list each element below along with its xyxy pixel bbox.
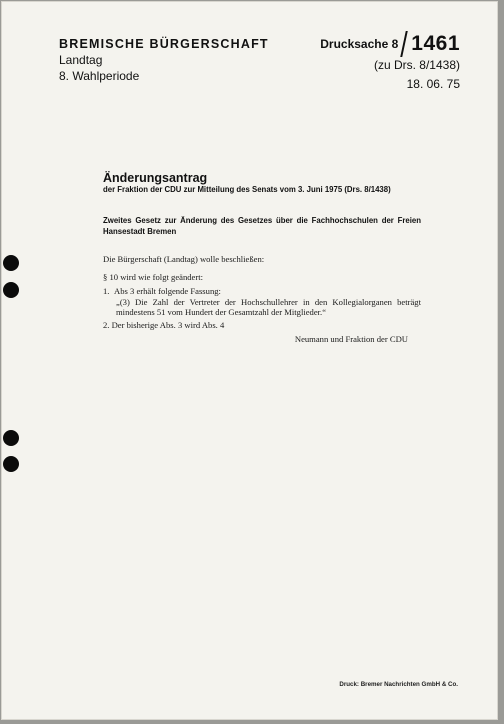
amendment-item-1 (103, 286, 421, 318)
document-subtitle: der Fraktion der CDU zur Mitteilung des Senats vom 3. Juni 1975 (Drs. 8/1438) (103, 185, 391, 194)
legislative-period: 8. Wahlperiode (59, 69, 140, 83)
item-quote: „(3) Die Zahl der Vertreter der Hochschullehrer in den Kollegialorganen beträgt mindestens 51 vom Hundert der Gesamtzahl der Mitglieder.“ (116, 296, 421, 317)
drucksache-label: Drucksache 8 (320, 37, 399, 51)
document-title: Änderungsantrag (103, 171, 208, 185)
punch-hole (3, 430, 19, 446)
slash-divider (401, 31, 409, 57)
printer-note: Druck: Bremer Nachrichten GmbH & Co. (339, 681, 458, 688)
resolution-intro: Die Bürgerschaft (Landtag) wolle beschließen: (103, 254, 265, 264)
organization-name: BREMISCHE BÜRGERSCHAFT (59, 37, 269, 51)
punch-hole (3, 456, 19, 472)
document-reference (320, 31, 460, 91)
item-text: Abs 3 erhält folgende Fassung: (114, 286, 221, 296)
law-title: Zweites Gesetz zur Änderung des Gesetzes über die Fachhochschulen der Freien Hansestadt Bremen (103, 216, 421, 236)
document-page (1, 1, 498, 720)
punch-hole (3, 282, 19, 298)
signature: Neumann und Fraktion der CDU (294, 334, 408, 344)
amendment-item-2: 2. Der bisherige Abs. 3 wird Abs. 4 (103, 320, 225, 330)
letterhead (59, 37, 269, 83)
paragraph-heading: § 10 wird wie folgt geändert: (103, 272, 203, 282)
drucksache-number: 1461 (411, 32, 460, 55)
drucksache-line (320, 31, 460, 57)
document-date: 18. 06. 75 (406, 77, 460, 91)
punch-hole (3, 255, 19, 271)
reference-note: (zu Drs. 8/1438) (373, 58, 460, 72)
item-number: 1. (103, 286, 110, 296)
body-name: Landtag (59, 53, 103, 67)
